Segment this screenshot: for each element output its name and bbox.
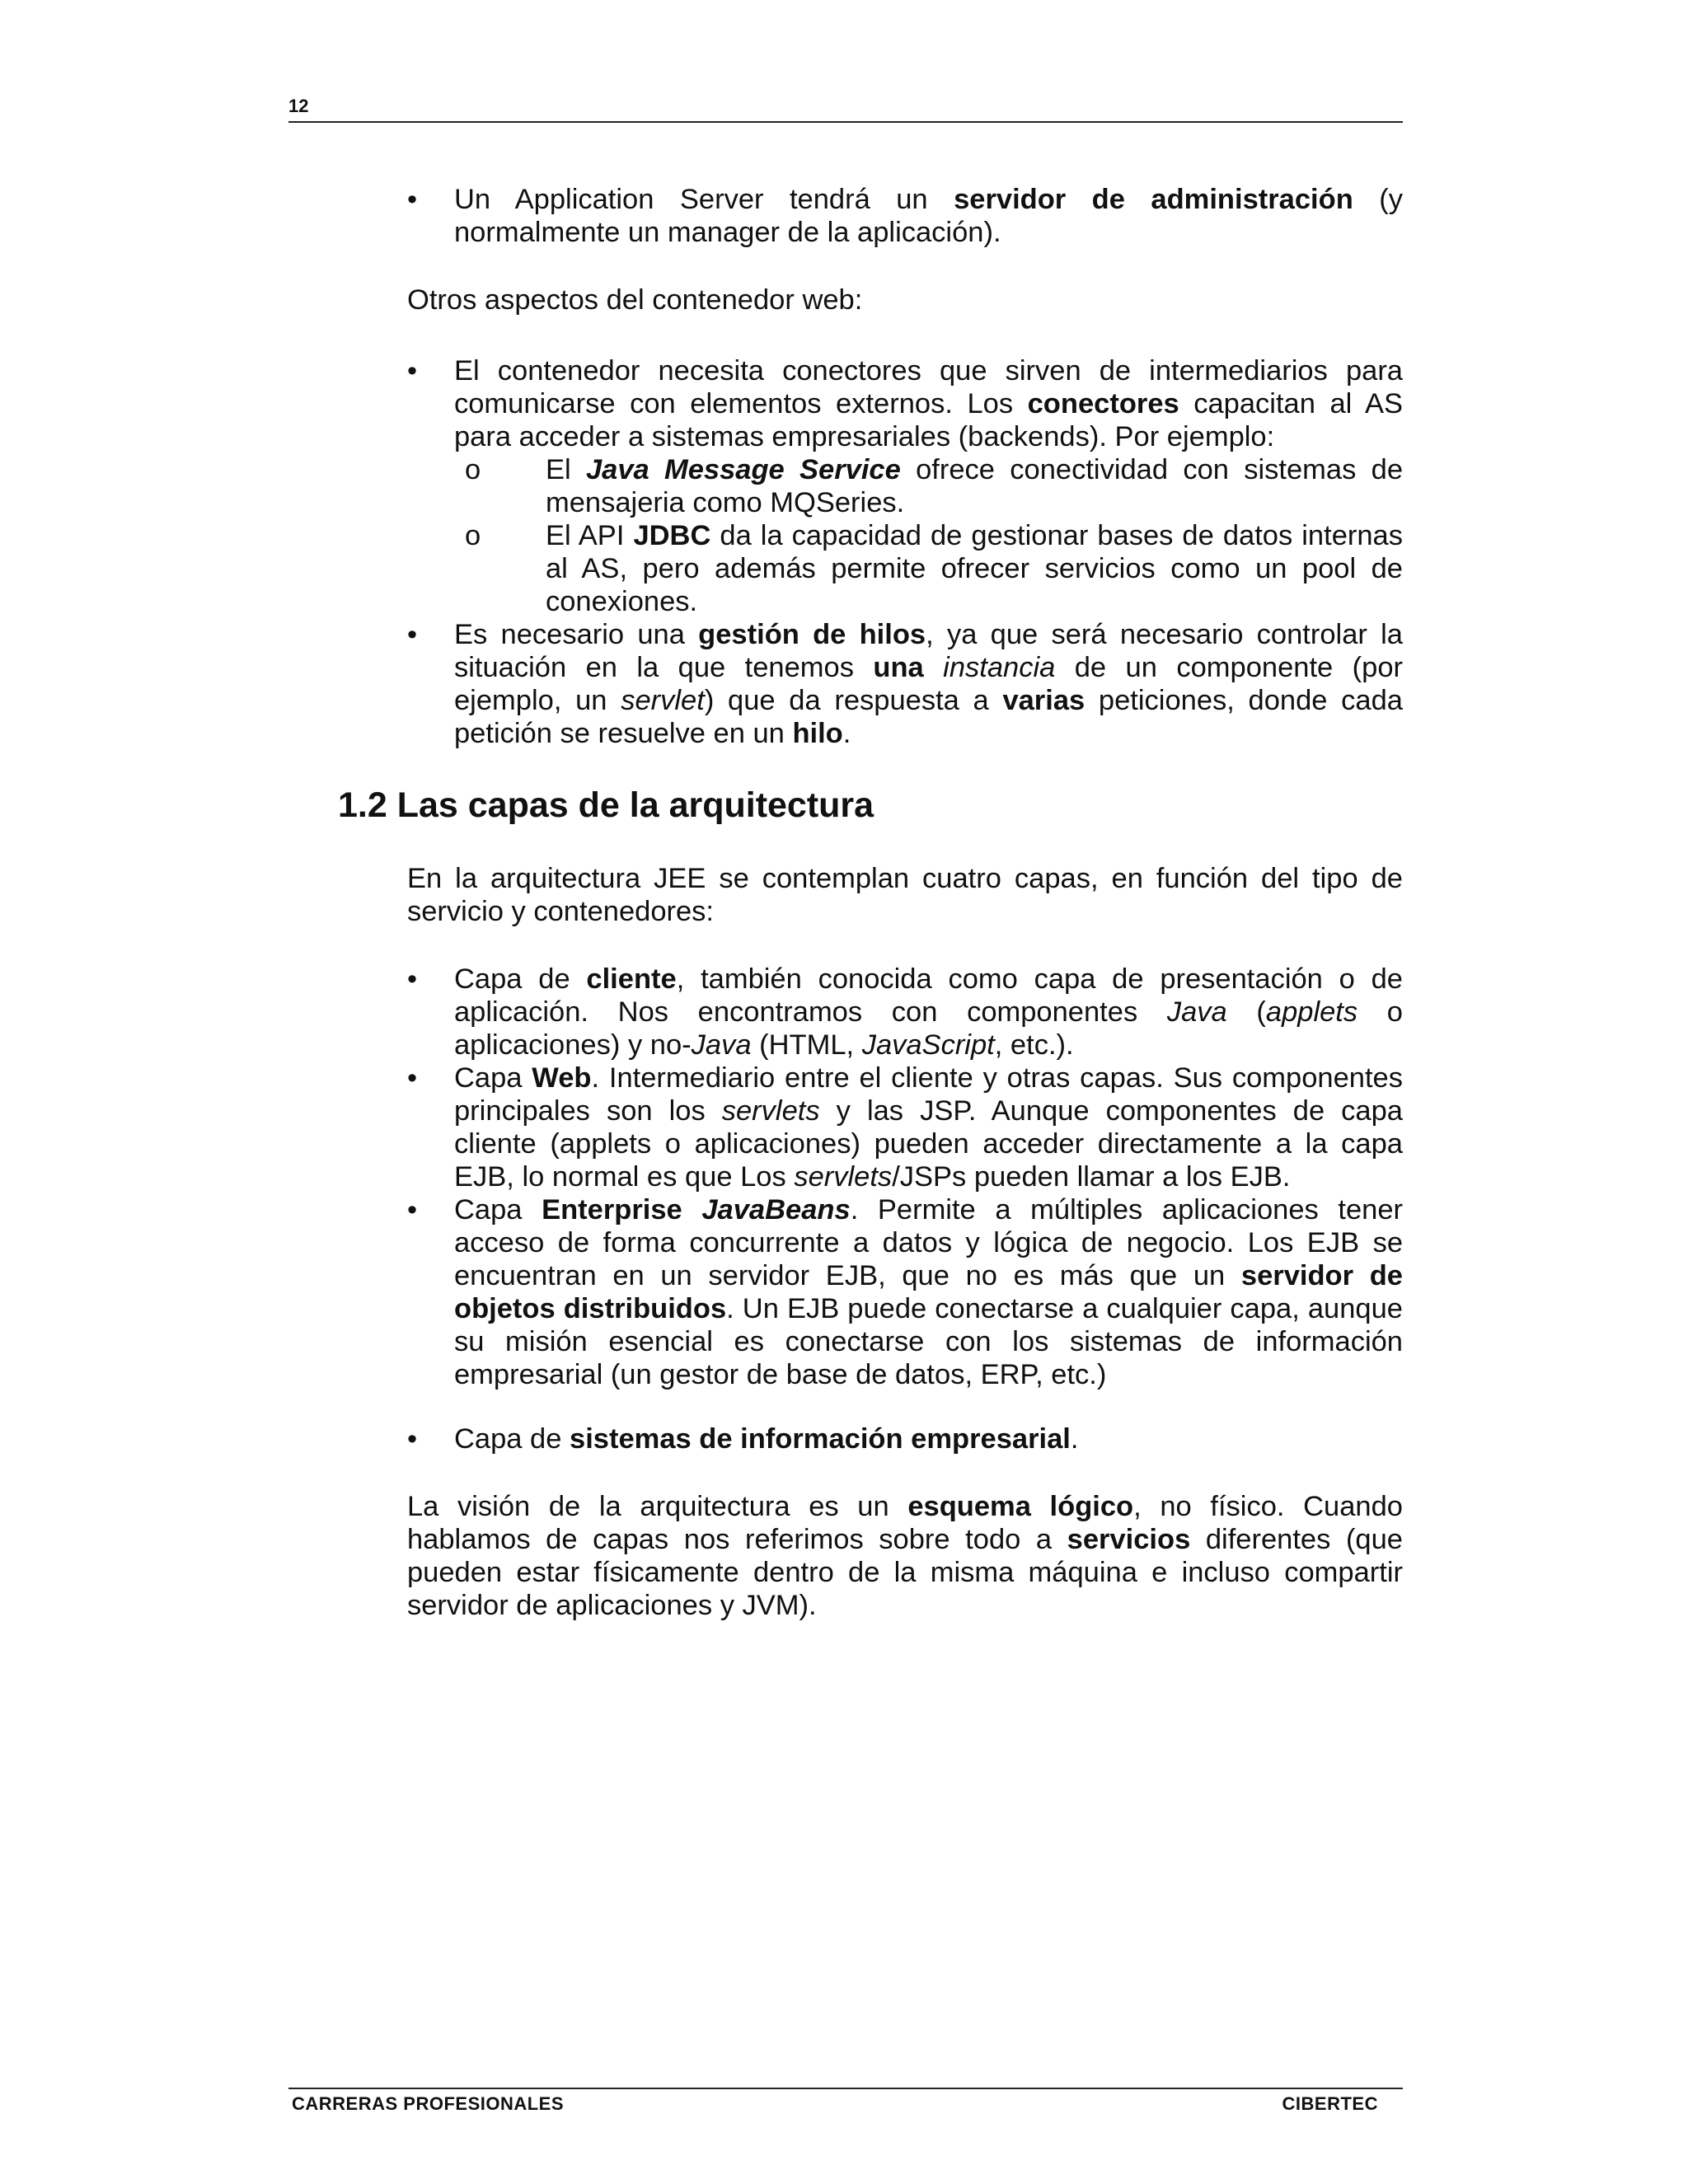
list-item-text: Capa Enterprise JavaBeans. Permite a múltiples aplicaciones tener acceso de forma concurrente a datos y lógica de negocio. Los EJB se encuentran en un servidor EJB, que no es más que un servidor de objetos distribuidos. Un EJB puede conectarse a cualquier capa, aunque su misión esencial es conectarse con los sistemas de información empresarial (un gestor de base de datos, ERP, etc.) bbox=[454, 1194, 1404, 1390]
sub-list-item-text: El API JDBC da la capacidad de gestionar bases de datos internas al AS, pero además permite ofrecer servicios como un pool de conexiones. bbox=[546, 520, 1403, 617]
list-item-text: Capa Web. Intermediario entre el cliente y otras capas. Sus componentes principales son los servlets y las JSP. Aunque componentes de capa cliente (applets o aplicaciones) pueden acceder directamente a la capa EJB, lo normal es que Los servlets/JSPs pueden llamar a los EJB. bbox=[454, 1062, 1403, 1193]
bullet-icon: • bbox=[407, 1062, 418, 1094]
circle-bullet-icon: o bbox=[465, 454, 481, 485]
list-item bbox=[407, 1193, 1403, 1391]
footer-left-label: CARRERAS PROFESIONALES bbox=[292, 2093, 565, 2114]
list-item-text: Capa de cliente, también conocida como capa de presentación o de aplicación. Nos encontramos con componentes Java (applets o aplicaciones) y no-Java (HTML, JavaScript, etc.). bbox=[454, 963, 1403, 1061]
circle-bullet-icon: o bbox=[465, 520, 481, 551]
list-item bbox=[407, 1422, 1403, 1455]
list-item bbox=[407, 1062, 1403, 1193]
bullet-icon: • bbox=[407, 355, 418, 387]
bullet-icon: • bbox=[407, 1423, 418, 1455]
section-heading: 1.2 Las capas de la arquitectura bbox=[338, 785, 874, 825]
list-item bbox=[407, 183, 1403, 249]
footer-rule bbox=[288, 2088, 1403, 2089]
sub-list-item bbox=[454, 519, 1403, 618]
bullet-icon: • bbox=[407, 184, 418, 215]
list-item-text: Es necesario una gestión de hilos, ya que será necesario controlar la situación en la que tenemos una instancia de un componente (por ejemplo, un servlet) que da respuesta a varias peticiones, donde cada petición se resuelve en un hilo. bbox=[454, 619, 1403, 749]
footer-right-label: CIBERTEC bbox=[1282, 2093, 1378, 2114]
list-item bbox=[407, 618, 1403, 750]
paragraph: En la arquitectura JEE se contemplan cuatro capas, en función del tipo de servicio y contenedores: bbox=[407, 863, 1403, 927]
list-item bbox=[407, 963, 1403, 1062]
list-item-text: El contenedor necesita conectores que sirven de intermediarios para comunicarse con elementos externos. Los conectores capacitan al AS para acceder a sistemas empresariales (backends). Por ejemplo: bbox=[454, 355, 1403, 452]
list-item-text: Un Application Server tendrá un servidor de administración (y normalmente un manager de la aplicación). bbox=[454, 184, 1403, 248]
bullet-icon: • bbox=[407, 619, 418, 650]
header-rule bbox=[288, 121, 1403, 123]
sub-list-item bbox=[454, 453, 1403, 519]
bullet-icon: • bbox=[407, 963, 418, 995]
list-item-text: Capa de sistemas de información empresarial. bbox=[454, 1423, 1079, 1455]
sub-list-item-text: El Java Message Service ofrece conectividad con sistemas de mensajeria como MQSeries. bbox=[546, 454, 1404, 518]
list-item bbox=[407, 354, 1403, 453]
page-number: 12 bbox=[288, 96, 309, 116]
bullet-icon: • bbox=[407, 1194, 418, 1226]
paragraph: La visión de la arquitectura es un esquema lógico, no físico. Cuando hablamos de capas nos referimos sobre todo a servicios diferentes (que pueden estar físicamente dentro de la misma máquina e incluso compartir servidor de aplicaciones y JVM). bbox=[407, 1491, 1403, 1621]
paragraph: Otros aspectos del contenedor web: bbox=[407, 284, 863, 316]
